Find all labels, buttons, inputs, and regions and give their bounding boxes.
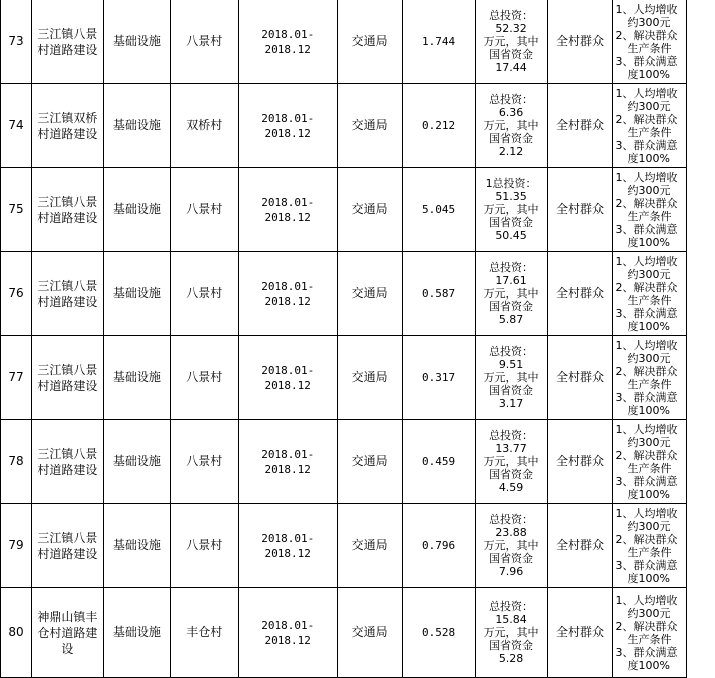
benefit-line: 约300元	[615, 607, 686, 620]
benefit-cell	[613, 336, 687, 420]
project-line: 八景村道路	[37, 531, 97, 561]
blank-cell	[687, 336, 715, 420]
project-name-cell	[31, 84, 103, 168]
benefit-line: 度100%	[615, 572, 686, 585]
investment-line: 总投资：	[476, 600, 547, 613]
project-line: 八景村道路	[37, 279, 97, 309]
department-cell: 交通局	[337, 168, 402, 252]
benefit-line: 3、群众满意	[615, 307, 686, 320]
project-line: 建设	[73, 379, 97, 393]
department-cell: 交通局	[337, 420, 402, 504]
beneficiaries-cell: 全村群众	[547, 588, 613, 678]
category-cell: 基础设施	[103, 504, 170, 588]
amount-cell: 0.459	[402, 420, 475, 504]
period-cell	[238, 336, 337, 420]
investment-line: 万元，其中	[476, 35, 547, 48]
investment-line: 总投资：	[476, 513, 547, 526]
amount-cell: 0.317	[402, 336, 475, 420]
investment-line: 万元，其中	[476, 455, 547, 468]
project-name-cell	[31, 0, 103, 84]
category-cell: 基础设施	[103, 252, 170, 336]
period-line: 2018.01-	[239, 447, 337, 462]
project-line: 建设	[73, 211, 97, 225]
amount-cell: 0.212	[402, 84, 475, 168]
investment-cell	[475, 252, 547, 336]
investment-line: 总投资：	[476, 93, 547, 106]
benefit-line: 生产条件	[615, 126, 686, 139]
benefit-line: 度100%	[615, 404, 686, 417]
investment-line: 国省资金	[476, 468, 547, 481]
category-cell: 基础设施	[103, 336, 170, 420]
amount-cell: 0.796	[402, 504, 475, 588]
table-row	[1, 0, 715, 84]
benefit-line: 1、人均增收	[615, 3, 686, 16]
benefit-line: 约300元	[615, 184, 686, 197]
benefit-line: 1、人均增收	[615, 423, 686, 436]
benefit-line: 约300元	[615, 352, 686, 365]
project-line: 三江镇	[37, 531, 73, 545]
blank-cell	[687, 588, 715, 678]
period-line: 2018.01-	[239, 363, 337, 378]
project-line: 建设	[73, 463, 97, 477]
benefit-line: 2、解决群众	[615, 365, 686, 378]
investment-cell	[475, 588, 547, 678]
investment-line: 总投资：	[476, 261, 547, 274]
investment-line: 1总投资：	[476, 177, 547, 190]
benefit-line: 3、群众满意	[615, 391, 686, 404]
row-number-cell: 73	[1, 0, 32, 84]
period-line: 2018.12	[239, 294, 337, 309]
investment-line: 总投资：	[476, 429, 547, 442]
category-cell: 基础设施	[103, 168, 170, 252]
amount-cell: 0.528	[402, 588, 475, 678]
row-number-cell: 80	[1, 588, 32, 678]
row-number-cell: 74	[1, 84, 32, 168]
project-line: 三江镇	[37, 447, 73, 461]
period-cell	[238, 168, 337, 252]
investment-line: 国省资金	[476, 639, 547, 652]
row-number-cell: 76	[1, 252, 32, 336]
village-cell: 八景村	[170, 252, 238, 336]
project-line: 建设	[73, 547, 97, 561]
investment-line: 国省资金	[476, 132, 547, 145]
period-cell	[238, 588, 337, 678]
amount-cell: 5.045	[402, 168, 475, 252]
benefit-line: 3、群众满意	[615, 559, 686, 572]
investment-cell	[475, 336, 547, 420]
investment-line: 万元，其中	[476, 626, 547, 639]
village-cell: 八景村	[170, 0, 238, 84]
department-cell: 交通局	[337, 252, 402, 336]
benefit-line: 1、人均增收	[615, 87, 686, 100]
category-cell: 基础设施	[103, 588, 170, 678]
beneficiaries-cell: 全村群众	[547, 0, 613, 84]
investment-cell	[475, 84, 547, 168]
village-cell: 八景村	[170, 168, 238, 252]
investment-line: 3.17	[476, 397, 547, 410]
benefit-line: 2、解决群众	[615, 449, 686, 462]
investment-line: 52.32	[476, 22, 547, 35]
project-name-cell	[31, 336, 103, 420]
table-row	[1, 588, 715, 678]
beneficiaries-cell: 全村群众	[547, 420, 613, 504]
project-line: 建设	[61, 626, 97, 656]
period-line: 2018.12	[239, 42, 337, 57]
investment-line: 万元，其中	[476, 287, 547, 300]
project-line: 三江镇	[37, 195, 73, 209]
investment-cell	[475, 420, 547, 504]
beneficiaries-cell: 全村群众	[547, 336, 613, 420]
table-row	[1, 252, 715, 336]
benefit-line: 3、群众满意	[615, 223, 686, 236]
investment-line: 国省资金	[476, 48, 547, 61]
period-line: 2018.12	[239, 633, 337, 648]
period-line: 2018.01-	[239, 195, 337, 210]
benefit-line: 约300元	[615, 16, 686, 29]
investment-cell	[475, 0, 547, 84]
project-name-cell	[31, 588, 103, 678]
benefit-line: 度100%	[615, 320, 686, 333]
project-line: 建设	[73, 127, 97, 141]
period-line: 2018.01-	[239, 279, 337, 294]
investment-line: 50.45	[476, 229, 547, 242]
benefit-line: 3、群众满意	[615, 55, 686, 68]
benefit-line: 约300元	[615, 100, 686, 113]
period-line: 2018.12	[239, 210, 337, 225]
investment-line: 总投资：	[476, 9, 547, 22]
table-row	[1, 504, 715, 588]
benefit-line: 1、人均增收	[615, 171, 686, 184]
table-row	[1, 168, 715, 252]
benefit-line: 度100%	[615, 659, 686, 672]
investment-line: 7.96	[476, 565, 547, 578]
village-cell: 八景村	[170, 504, 238, 588]
investment-line: 9.51	[476, 358, 547, 371]
department-cell: 交通局	[337, 588, 402, 678]
village-cell: 丰仓村	[170, 588, 238, 678]
investment-cell	[475, 168, 547, 252]
benefit-line: 2、解决群众	[615, 113, 686, 126]
benefit-line: 约300元	[615, 520, 686, 533]
investment-line: 总投资：	[476, 345, 547, 358]
period-line: 2018.12	[239, 126, 337, 141]
benefit-line: 生产条件	[615, 633, 686, 646]
blank-cell	[687, 504, 715, 588]
investment-line: 国省资金	[476, 300, 547, 313]
row-number-cell: 78	[1, 420, 32, 504]
benefit-line: 生产条件	[615, 378, 686, 391]
period-cell	[238, 84, 337, 168]
category-cell: 基础设施	[103, 84, 170, 168]
benefit-line: 3、群众满意	[615, 646, 686, 659]
benefit-cell	[613, 252, 687, 336]
benefit-line: 生产条件	[615, 210, 686, 223]
project-name-cell	[31, 168, 103, 252]
beneficiaries-cell: 全村群众	[547, 84, 613, 168]
period-line: 2018.12	[239, 462, 337, 477]
benefit-line: 1、人均增收	[615, 255, 686, 268]
investment-line: 万元，其中	[476, 203, 547, 216]
investment-line: 23.88	[476, 526, 547, 539]
benefit-line: 生产条件	[615, 294, 686, 307]
period-line: 2018.01-	[239, 531, 337, 546]
investment-line: 万元，其中	[476, 371, 547, 384]
period-line: 2018.01-	[239, 111, 337, 126]
row-number-cell: 77	[1, 336, 32, 420]
period-cell	[238, 0, 337, 84]
period-line: 2018.01-	[239, 618, 337, 633]
category-cell: 基础设施	[103, 420, 170, 504]
benefit-cell	[613, 168, 687, 252]
project-line: 八景村道路	[37, 363, 97, 393]
project-line: 丰仓村道路	[37, 610, 97, 640]
benefit-line: 2、解决群众	[615, 620, 686, 633]
project-line: 八景村道路	[37, 27, 97, 57]
investment-line: 5.87	[476, 313, 547, 326]
blank-cell	[687, 0, 715, 84]
investment-line: 51.35	[476, 190, 547, 203]
investment-line: 17.44	[476, 61, 547, 74]
benefit-line: 1、人均增收	[615, 594, 686, 607]
project-name-cell	[31, 504, 103, 588]
project-line: 建设	[73, 295, 97, 309]
investment-line: 万元，其中	[476, 539, 547, 552]
table-row	[1, 420, 715, 504]
benefit-cell	[613, 504, 687, 588]
beneficiaries-cell: 全村群众	[547, 504, 613, 588]
table-row	[1, 336, 715, 420]
investment-line: 5.28	[476, 652, 547, 665]
benefit-line: 度100%	[615, 488, 686, 501]
village-cell: 八景村	[170, 336, 238, 420]
investment-line: 6.36	[476, 106, 547, 119]
department-cell: 交通局	[337, 504, 402, 588]
benefit-line: 2、解决群众	[615, 281, 686, 294]
benefit-line: 度100%	[615, 152, 686, 165]
investment-line: 15.84	[476, 613, 547, 626]
project-line: 神鼎山镇	[37, 610, 85, 624]
project-line: 三江镇	[37, 363, 73, 377]
department-cell: 交通局	[337, 0, 402, 84]
benefit-cell	[613, 588, 687, 678]
benefit-line: 2、解决群众	[615, 197, 686, 210]
project-line: 双桥村道路	[37, 111, 97, 141]
investment-line: 13.77	[476, 442, 547, 455]
investment-cell	[475, 504, 547, 588]
benefit-line: 度100%	[615, 68, 686, 81]
investment-line: 国省资金	[476, 384, 547, 397]
table-body	[1, 0, 715, 678]
benefit-line: 约300元	[615, 436, 686, 449]
benefit-cell	[613, 84, 687, 168]
period-line: 2018.12	[239, 378, 337, 393]
period-cell	[238, 252, 337, 336]
project-line: 三江镇	[37, 27, 73, 41]
amount-cell: 0.587	[402, 252, 475, 336]
period-cell	[238, 504, 337, 588]
project-line: 三江镇	[37, 111, 73, 125]
benefit-line: 3、群众满意	[615, 139, 686, 152]
benefit-line: 度100%	[615, 236, 686, 249]
row-number-cell: 79	[1, 504, 32, 588]
benefit-line: 1、人均增收	[615, 507, 686, 520]
project-name-cell	[31, 252, 103, 336]
benefit-line: 2、解决群众	[615, 533, 686, 546]
benefit-cell	[613, 0, 687, 84]
benefit-line: 生产条件	[615, 546, 686, 559]
period-line: 2018.12	[239, 546, 337, 561]
blank-cell	[687, 168, 715, 252]
project-line: 建设	[73, 43, 97, 57]
department-cell: 交通局	[337, 84, 402, 168]
project-line: 三江镇	[37, 279, 73, 293]
investment-line: 国省资金	[476, 552, 547, 565]
category-cell: 基础设施	[103, 0, 170, 84]
period-cell	[238, 420, 337, 504]
investment-line: 万元，其中	[476, 119, 547, 132]
investment-line: 国省资金	[476, 216, 547, 229]
investment-line: 17.61	[476, 274, 547, 287]
amount-cell: 1.744	[402, 0, 475, 84]
village-cell: 双桥村	[170, 84, 238, 168]
investment-line: 4.59	[476, 481, 547, 494]
row-number-cell: 75	[1, 168, 32, 252]
blank-cell	[687, 84, 715, 168]
beneficiaries-cell: 全村群众	[547, 168, 613, 252]
beneficiaries-cell: 全村群众	[547, 252, 613, 336]
benefit-line: 1、人均增收	[615, 339, 686, 352]
project-line: 八景村道路	[37, 447, 97, 477]
blank-cell	[687, 252, 715, 336]
benefit-line: 生产条件	[615, 462, 686, 475]
benefit-line: 约300元	[615, 268, 686, 281]
village-cell: 八景村	[170, 420, 238, 504]
blank-cell	[687, 420, 715, 504]
period-line: 2018.01-	[239, 27, 337, 42]
project-line: 八景村道路	[37, 195, 97, 225]
benefit-line: 3、群众满意	[615, 475, 686, 488]
department-cell: 交通局	[337, 336, 402, 420]
table-row	[1, 84, 715, 168]
benefit-line: 2、解决群众	[615, 29, 686, 42]
project-name-cell	[31, 420, 103, 504]
investment-line: 2.12	[476, 145, 547, 158]
benefit-cell	[613, 420, 687, 504]
benefit-line: 生产条件	[615, 42, 686, 55]
